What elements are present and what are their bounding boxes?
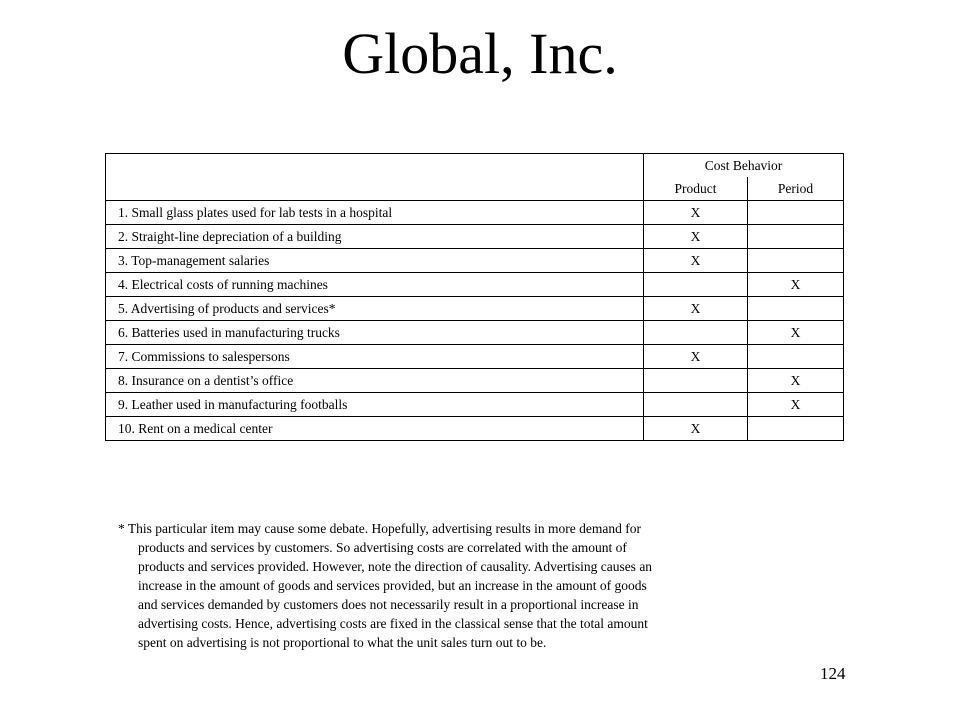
period-mark <box>748 225 844 249</box>
product-mark: X <box>644 417 748 441</box>
advertising-footnote <box>118 519 758 652</box>
header-blank-cell <box>106 154 644 178</box>
table-row <box>106 201 844 225</box>
cost-item-label: 8. Insurance on a dentist’s office <box>106 369 644 393</box>
footnote-line: products and services by customers. So advertising costs are correlated with the amount of <box>138 540 627 555</box>
period-column-header: Period <box>748 177 844 201</box>
footnote-line: advertising costs. Hence, advertising costs are fixed in the classical sense that the total amount <box>138 616 648 631</box>
product-column-header: Product <box>644 177 748 201</box>
footnote-line: increase in the amount of goods and services provided, but an increase in the amount of goods <box>138 578 647 593</box>
table-row <box>106 369 844 393</box>
cost-item-label: 1. Small glass plates used for lab tests in a hospital <box>106 201 644 225</box>
product-mark <box>644 273 748 297</box>
table-row <box>106 345 844 369</box>
table-header-row <box>106 154 844 178</box>
footnote-line: * This particular item may cause some debate. Hopefully, advertising results in more demand for <box>118 521 641 536</box>
cost-item-label: 10. Rent on a medical center <box>106 417 644 441</box>
footnote-line: products and services provided. However, note the direction of causality. Advertising causes an <box>138 559 653 574</box>
period-mark: X <box>748 273 844 297</box>
period-mark: X <box>748 393 844 417</box>
subheader-blank-cell <box>106 177 644 201</box>
cost-item-label: 5. Advertising of products and services* <box>106 297 644 321</box>
cost-item-label: 3. Top-management salaries <box>106 249 644 273</box>
period-mark <box>748 345 844 369</box>
period-mark <box>748 201 844 225</box>
period-mark <box>748 417 844 441</box>
product-mark <box>644 369 748 393</box>
table-row <box>106 225 844 249</box>
footnote-line: and services demanded by customers does not necessarily result in a proportional increase in <box>138 597 639 612</box>
cost-item-label: 7. Commissions to salespersons <box>106 345 644 369</box>
footnote-line: spent on advertising is not proportional to what the unit sales turn out to be. <box>138 635 547 650</box>
table-subheader-row <box>106 177 844 201</box>
page-title: Global, Inc. <box>342 21 618 86</box>
product-mark: X <box>644 201 748 225</box>
product-mark: X <box>644 345 748 369</box>
product-mark <box>644 393 748 417</box>
product-mark: X <box>644 249 748 273</box>
cost-behavior-table <box>105 153 844 441</box>
table-row <box>106 249 844 273</box>
product-mark: X <box>644 297 748 321</box>
table-row <box>106 321 844 345</box>
product-mark: X <box>644 225 748 249</box>
table-row <box>106 417 844 441</box>
period-mark <box>748 297 844 321</box>
table-row <box>106 393 844 417</box>
cost-item-label: 4. Electrical costs of running machines <box>106 273 644 297</box>
period-mark: X <box>748 321 844 345</box>
cost-item-label: 9. Leather used in manufacturing footballs <box>106 393 644 417</box>
page-number: 124 <box>820 664 846 683</box>
table-row <box>106 273 844 297</box>
product-mark <box>644 321 748 345</box>
cost-item-label: 2. Straight-line depreciation of a building <box>106 225 644 249</box>
cost-behavior-header: Cost Behavior <box>644 154 844 178</box>
period-mark <box>748 249 844 273</box>
table-row <box>106 297 844 321</box>
period-mark: X <box>748 369 844 393</box>
cost-item-label: 6. Batteries used in manufacturing trucks <box>106 321 644 345</box>
